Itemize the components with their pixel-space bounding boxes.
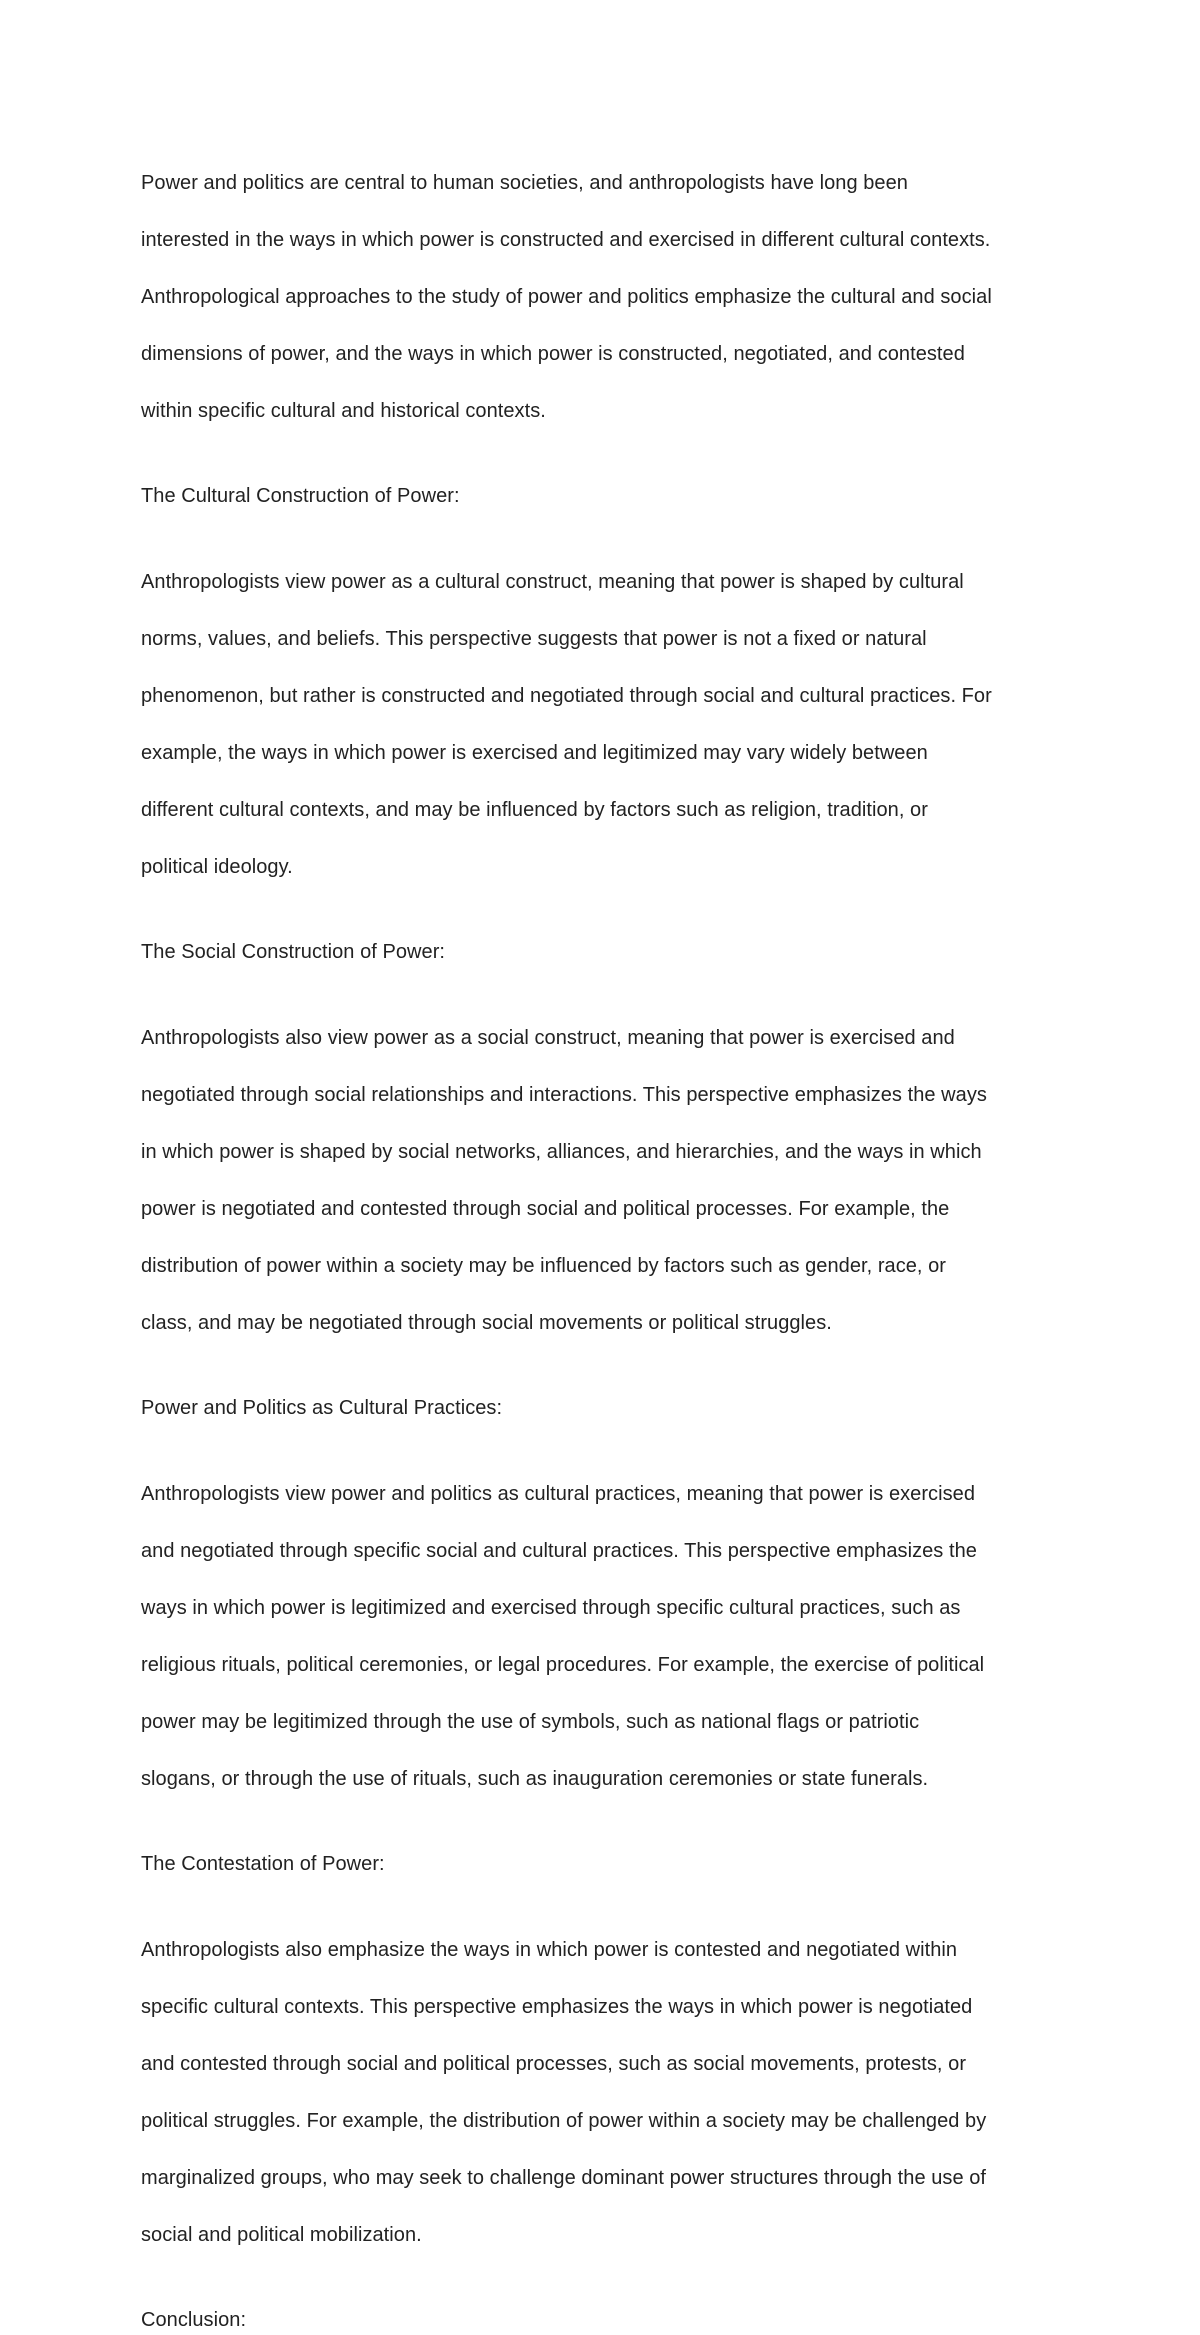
- text-line: social and political mobilization.: [141, 2223, 422, 2246]
- section-heading: The Social Construction of Power:: [141, 941, 446, 963]
- text-line: ways in which power is legitimized and exercised through specific cultural practices, such as: [141, 1596, 961, 1619]
- text-line: norms, values, and beliefs. This perspective suggests that power is not a fixed or natural: [141, 627, 927, 650]
- text-line: Anthropologists also emphasize the ways in which power is contested and negotiated within: [141, 1938, 958, 1961]
- text-line: Anthropologists view power and politics as cultural practices, meaning that power is exercised: [141, 1482, 975, 1505]
- section-heading: Power and Politics as Cultural Practices:: [141, 1397, 503, 1419]
- section-heading: The Cultural Construction of Power:: [141, 485, 460, 507]
- text-line: and negotiated through specific social and cultural practices. This perspective emphasizes the: [141, 1539, 977, 1562]
- section-paragraph: [141, 1907, 1061, 2278]
- text-line: power may be legitimized through the use of symbols, such as national flags or patriotic: [141, 1710, 920, 1733]
- text-line: example, the ways in which power is exercised and legitimized may vary widely between: [141, 741, 928, 764]
- text-line: Anthropologists view power as a cultural construct, meaning that power is shaped by cultural: [141, 570, 964, 593]
- text-line: marginalized groups, who may seek to challenge dominant power structures through the use of: [141, 2166, 987, 2189]
- text-line: Anthropologists also view power as a social construct, meaning that power is exercised and: [141, 1026, 955, 1049]
- text-line: in which power is shaped by social networks, alliances, and hierarchies, and the ways in which: [141, 1140, 982, 1163]
- text-line: distribution of power within a society may be influenced by factors such as gender, race, or: [141, 1254, 947, 1277]
- text-line: Anthropological approaches to the study of power and politics emphasize the cultural and social: [141, 285, 992, 308]
- text-line: and contested through social and political processes, such as social movements, protests, or: [141, 2052, 967, 2075]
- text-line: slogans, or through the use of rituals, such as inauguration ceremonies or state funerals.: [141, 1767, 929, 1790]
- text-line: specific cultural contexts. This perspective emphasizes the ways in which power is negotiated: [141, 1995, 973, 2018]
- text-line: Power and politics are central to human societies, and anthropologists have long been: [141, 171, 908, 194]
- text-line: dimensions of power, and the ways in which power is constructed, negotiated, and contested: [141, 342, 965, 365]
- text-line: different cultural contexts, and may be influenced by factors such as religion, tradition, or: [141, 798, 928, 821]
- text-line: religious rituals, political ceremonies, or legal procedures. For example, the exercise of political: [141, 1653, 985, 1676]
- text-line: phenomenon, but rather is constructed and negotiated through social and cultural practices. For: [141, 684, 992, 707]
- intro-paragraph: [141, 140, 1061, 454]
- text-line: power is negotiated and contested through social and political processes. For example, the: [141, 1197, 950, 1220]
- text-line: political ideology.: [141, 855, 293, 878]
- text-line: interested in the ways in which power is constructed and exercised in different cultural contexts.: [141, 228, 991, 251]
- section-paragraph: [141, 995, 1061, 1366]
- text-line: negotiated through social relationships and interactions. This perspective emphasizes the ways: [141, 1083, 987, 1106]
- section-paragraph: [141, 1451, 1061, 1822]
- section-paragraph: [141, 539, 1061, 910]
- text-line: political struggles. For example, the distribution of power within a society may be challenged by: [141, 2109, 987, 2132]
- document-body: [141, 140, 1061, 2335]
- text-line: class, and may be negotiated through social movements or political struggles.: [141, 1311, 832, 1334]
- text-line: within specific cultural and historical contexts.: [141, 399, 546, 422]
- section-heading: The Contestation of Power:: [141, 1853, 385, 1875]
- conclusion-heading: Conclusion:: [141, 2309, 247, 2331]
